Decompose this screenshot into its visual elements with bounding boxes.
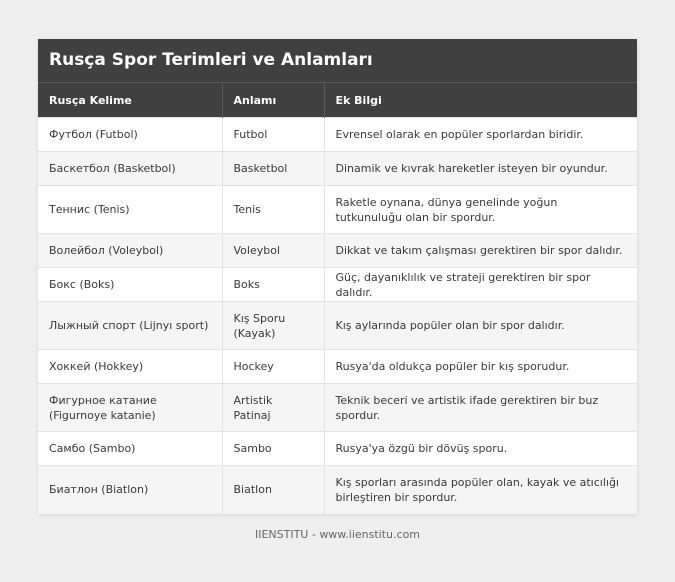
cell-russian-word: Футбол (Futbol) — [38, 118, 222, 152]
cell-extra-info: Rusya'da oldukça popüler bir kış sporudur. — [324, 350, 637, 384]
cell-meaning: Voleybol — [222, 234, 324, 268]
table-row — [38, 466, 637, 514]
cell-meaning: Basketbol — [222, 152, 324, 186]
header-row — [38, 83, 637, 118]
cell-russian-word: Теннис (Tenis) — [38, 186, 222, 234]
table-row — [38, 152, 637, 186]
cell-extra-info: Teknik beceri ve artistik ifade gerektiren bir buz spordur. — [324, 384, 637, 432]
cell-russian-word: Бокс (Boks) — [38, 268, 222, 302]
cell-meaning: Kış Sporu (Kayak) — [222, 302, 324, 350]
cell-meaning: Tenis — [222, 186, 324, 234]
cell-russian-word: Самбо (Sambo) — [38, 432, 222, 466]
table-row — [38, 432, 637, 466]
table-row — [38, 268, 637, 302]
footer-credit: IIENSTITU - www.iienstitu.com — [254, 528, 421, 541]
cell-meaning: Artistik Patinaj — [222, 384, 324, 432]
table-row — [38, 302, 637, 350]
cell-meaning: Hockey — [222, 350, 324, 384]
cell-meaning: Sambo — [222, 432, 324, 466]
cell-extra-info: Kış aylarında popüler olan bir spor dalıdır. — [324, 302, 637, 350]
table-row — [38, 186, 637, 234]
cell-extra-info: Dikkat ve takım çalışması gerektiren bir spor dalıdır. — [324, 234, 637, 268]
table-row — [38, 234, 637, 268]
table-row — [38, 350, 637, 384]
cell-russian-word: Волейбол (Voleybol) — [38, 234, 222, 268]
cell-russian-word: Фигурное катание (Figurnoye katanie) — [38, 384, 222, 432]
cell-extra-info: Raketle oynana, dünya genelinde yoğun tutkunuluğu olan bir spordur. — [324, 186, 637, 234]
cell-russian-word: Баскетбол (Basketbol) — [38, 152, 222, 186]
cell-russian-word: Биатлон (Biatlon) — [38, 466, 222, 514]
table-card — [38, 39, 637, 514]
table-row — [38, 384, 637, 432]
cell-meaning: Futbol — [222, 118, 324, 152]
cell-extra-info: Rusya'ya özgü bir dövüş sporu. — [324, 432, 637, 466]
table-title: Rusça Spor Terimleri ve Anlamları — [38, 39, 637, 82]
header-meaning: Anlamı — [222, 83, 324, 118]
cell-extra-info: Dinamik ve kıvrak hareketler isteyen bir oyundur. — [324, 152, 637, 186]
cell-extra-info: Evrensel olarak en popüler sporlardan biridir. — [324, 118, 637, 152]
sports-terms-table — [38, 82, 637, 514]
cell-meaning: Boks — [222, 268, 324, 302]
table-row — [38, 118, 637, 152]
cell-meaning: Biatlon — [222, 466, 324, 514]
cell-russian-word: Хоккей (Hokkey) — [38, 350, 222, 384]
cell-extra-info: Güç, dayanıklılık ve strateji gerektiren bir spor dalıdır. — [324, 268, 637, 302]
cell-russian-word: Лыжный спорт (Lijnyı sport) — [38, 302, 222, 350]
header-extra-info: Ek Bilgi — [324, 83, 637, 118]
cell-extra-info: Kış sporları arasında popüler olan, kayak ve atıcılığı birleştiren bir spordur. — [324, 466, 637, 514]
header-russian-word: Rusça Kelime — [38, 83, 222, 118]
